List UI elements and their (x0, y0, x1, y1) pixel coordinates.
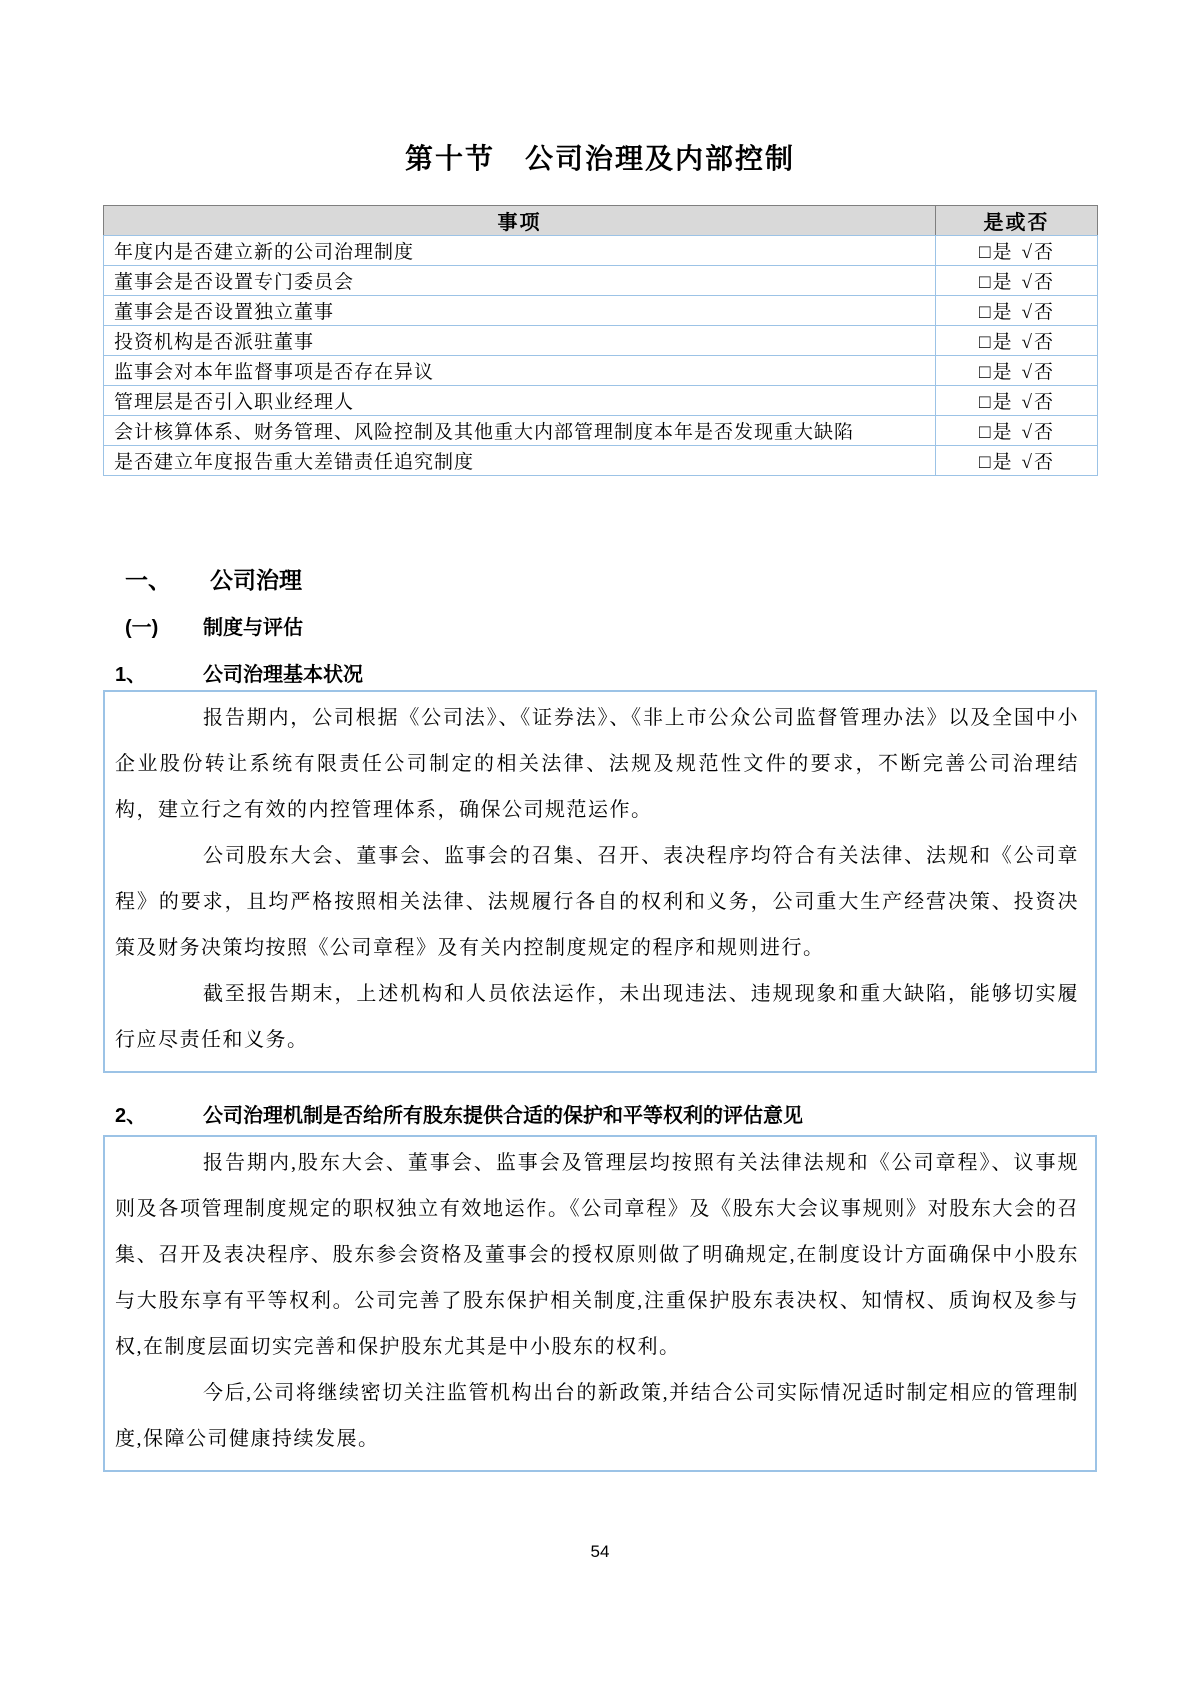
chapter-number: 第十节 (404, 143, 495, 174)
answer-no-label: 否 (1033, 452, 1054, 473)
checkbox-unchecked-icon: □ (979, 452, 992, 473)
check-icon: √ (1021, 452, 1033, 473)
answer-cell (936, 266, 1098, 296)
page-number: 54 (590, 1542, 610, 1561)
item-cell: 会计核算体系、财务管理、风险控制及其他重大内部管理制度本年是否发现重大缺陷 (104, 416, 936, 446)
paragraph: 今后,公司将继续密切关注监管机构出台的新政策,并结合公司实际情况适时制定相应的管理制度,保障公司健康持续发展。 (115, 1382, 1079, 1450)
checkbox-unchecked-icon: □ (979, 362, 992, 383)
check-icon: √ (1021, 302, 1033, 323)
item-cell: 董事会是否设置独立董事 (104, 296, 936, 326)
governance-checklist-table (103, 205, 1098, 476)
checkbox-unchecked-icon: □ (979, 242, 992, 263)
subsection-title: 制度与评估 (203, 617, 303, 639)
item-cell: 监事会对本年监督事项是否存在异议 (104, 356, 936, 386)
answer-cell (936, 446, 1098, 476)
governance-status-text-box (103, 690, 1097, 1073)
item-cell: 董事会是否设置专门委员会 (104, 266, 936, 296)
answer-cell (936, 296, 1098, 326)
table-row (104, 386, 1098, 416)
subsection-heading-system-evaluation (103, 611, 1097, 640)
check-icon: √ (1021, 242, 1033, 263)
item-title: 公司治理机制是否给所有股东提供合适的保护和平等权利的评估意见 (203, 1105, 803, 1127)
answer-no-label: 否 (1033, 242, 1054, 263)
answer-yes-label: 是 (992, 272, 1013, 293)
table-row (104, 296, 1098, 326)
checkbox-unchecked-icon: □ (979, 422, 992, 443)
subsection-number: (一) (125, 617, 159, 639)
answer-no-label: 否 (1033, 272, 1054, 293)
column-header-answer: 是或否 (936, 206, 1098, 236)
section-number: 一、 (125, 567, 171, 593)
answer-yes-label: 是 (992, 392, 1013, 413)
table-row (104, 356, 1098, 386)
checkbox-unchecked-icon: □ (979, 302, 992, 323)
answer-cell (936, 356, 1098, 386)
chapter-title: 公司治理及内部控制 (525, 143, 796, 174)
paragraph: 截至报告期末，上述机构和人员依法运作，未出现违法、违规现象和重大缺陷，能够切实履行应尽责任和义务。 (115, 983, 1079, 1051)
checkbox-unchecked-icon: □ (979, 332, 992, 353)
checkbox-unchecked-icon: □ (979, 392, 992, 413)
item-cell: 是否建立年度报告重大差错责任追究制度 (104, 446, 936, 476)
check-icon: √ (1021, 272, 1033, 293)
checkbox-unchecked-icon: □ (979, 272, 992, 293)
section-title: 公司治理 (210, 567, 302, 593)
check-icon: √ (1021, 422, 1033, 443)
answer-no-label: 否 (1033, 302, 1054, 323)
answer-yes-label: 是 (992, 302, 1013, 323)
table-row (104, 266, 1098, 296)
answer-yes-label: 是 (992, 242, 1013, 263)
answer-yes-label: 是 (992, 362, 1013, 383)
answer-cell (936, 236, 1098, 266)
item-title: 公司治理基本状况 (203, 664, 363, 686)
item-heading-shareholder-rights-evaluation (103, 1099, 1097, 1128)
check-icon: √ (1021, 332, 1033, 353)
page-title (0, 137, 1200, 177)
table-row (104, 236, 1098, 266)
answer-no-label: 否 (1033, 332, 1054, 353)
answer-cell (936, 416, 1098, 446)
answer-cell (936, 386, 1098, 416)
item-number: 2、 (115, 1105, 147, 1127)
section-heading-governance (103, 562, 1097, 595)
table-row (104, 326, 1098, 356)
check-icon: √ (1021, 362, 1033, 383)
item-heading-governance-status (103, 658, 1097, 687)
table-row (104, 446, 1098, 476)
paragraph: 报告期内,股东大会、董事会、监事会及管理层均按照有关法律法规和《公司章程》、议事规则及各项管理制度规定的职权独立有效地运作。《公司章程》及《股东大会议事规则》对股东大会的召集、召开及表决程序、股东参会资格及董事会的授权原则做了明确规定,在制度设计方面确保中小股东与大股东享有平等权利。公司完善了股东保护相关制度,注重保护股东表决权、知情权、质询权及参与权,在制度层面切实完善和保护股东尤其是中小股东的权利。 (115, 1152, 1079, 1358)
answer-yes-label: 是 (992, 332, 1013, 353)
answer-yes-label: 是 (992, 422, 1013, 443)
answer-no-label: 否 (1033, 422, 1054, 443)
table-header-row (104, 206, 1098, 236)
paragraph: 公司股东大会、董事会、监事会的召集、召开、表决程序均符合有关法律、法规和《公司章程》的要求，且均严格按照相关法律、法规履行各自的权利和义务，公司重大生产经营决策、投资决策及财务决策均按照《公司章程》及有关内控制度规定的程序和规则进行。 (115, 845, 1079, 959)
paragraph: 报告期内，公司根据《公司法》、《证券法》、《非上市公众公司监督管理办法》以及全国中小企业股份转让系统有限责任公司制定的相关法律、法规及规范性文件的要求，不断完善公司治理结构，建立行之有效的内控管理体系，确保公司规范运作。 (115, 707, 1079, 821)
answer-no-label: 否 (1033, 392, 1054, 413)
table-row (104, 416, 1098, 446)
column-header-item: 事项 (104, 206, 936, 236)
check-icon: √ (1021, 392, 1033, 413)
item-cell: 管理层是否引入职业经理人 (104, 386, 936, 416)
shareholder-rights-text-box (103, 1135, 1097, 1472)
answer-cell (936, 326, 1098, 356)
answer-no-label: 否 (1033, 362, 1054, 383)
item-cell: 投资机构是否派驻董事 (104, 326, 936, 356)
item-cell: 年度内是否建立新的公司治理制度 (104, 236, 936, 266)
answer-yes-label: 是 (992, 452, 1013, 473)
item-number: 1、 (115, 664, 147, 686)
